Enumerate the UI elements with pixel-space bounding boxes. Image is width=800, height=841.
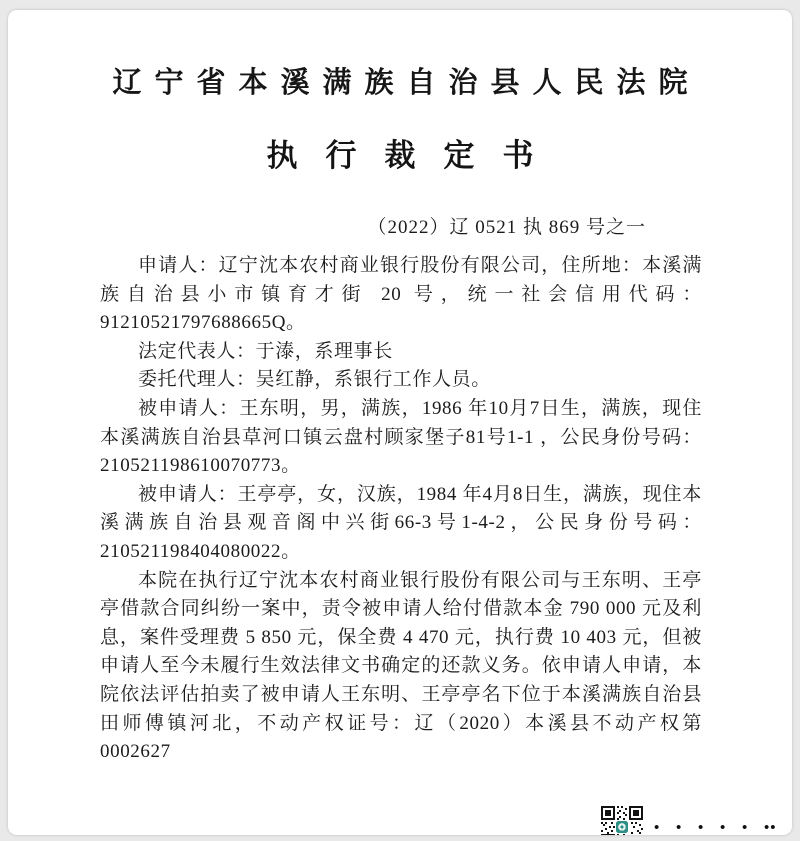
qr-code-icon: [600, 806, 644, 835]
paragraph-applicant: 申请人：辽宁沈本农村商业银行股份有限公司，住所地：本溪满族自治县小市镇育才街 20 号，统一社会信用代码：91210521797688665Q。: [100, 255, 702, 334]
dot-leader: • • • • • ••: [654, 819, 777, 835]
paragraph-respondent-1: 被申请人：王东明，男，满族，1986 年10月7日生，满族，现住本溪满族自治县草河口镇云盘村顾家堡子81号1-1 ，公民身份号码：210521198610070773。: [100, 397, 702, 477]
case-number: （2022）辽 0521 执 869 号之一: [367, 217, 646, 238]
document-page: [8, 10, 792, 835]
court-name: 辽宁省本溪满族自治县人民法院: [112, 67, 701, 99]
document-body: [100, 252, 702, 767]
paragraph-legal-representative: 法定代表人：于溙，系理事长: [138, 340, 393, 362]
paragraph-ruling-body: 本院在执行辽宁沈本农村商业银行股份有限公司与王东明、王亭亭借款合同纠纷一案中，责令被申请人给付借款本金 790 000 元及利息，案件受理费 5 850 元，保全费 4 470 元，执行费 10 403 元，但被申请人至今未履行生效法律文书确定的还款义务。依申请人申请，本院依法评估拍卖了被申请人王东明、王亭亭名下位于本溪满族自治县田师傅镇河北，不动产权证号：辽（2020）本溪县不动产权第 0002627: [100, 569, 702, 763]
paragraph-agent: 委托代理人：吴红静，系银行工作人员。: [138, 369, 491, 391]
footer-row: [600, 806, 777, 835]
paragraph-respondent-2: 被申请人：王亭亭，女，汉族，1984 年4月8日生，满族，现住本溪满族自治县观音阁中兴街66-3号1-4-2，公民身份号码：210521198404080022。: [100, 483, 702, 562]
document-title: 执行裁定书: [266, 138, 562, 173]
